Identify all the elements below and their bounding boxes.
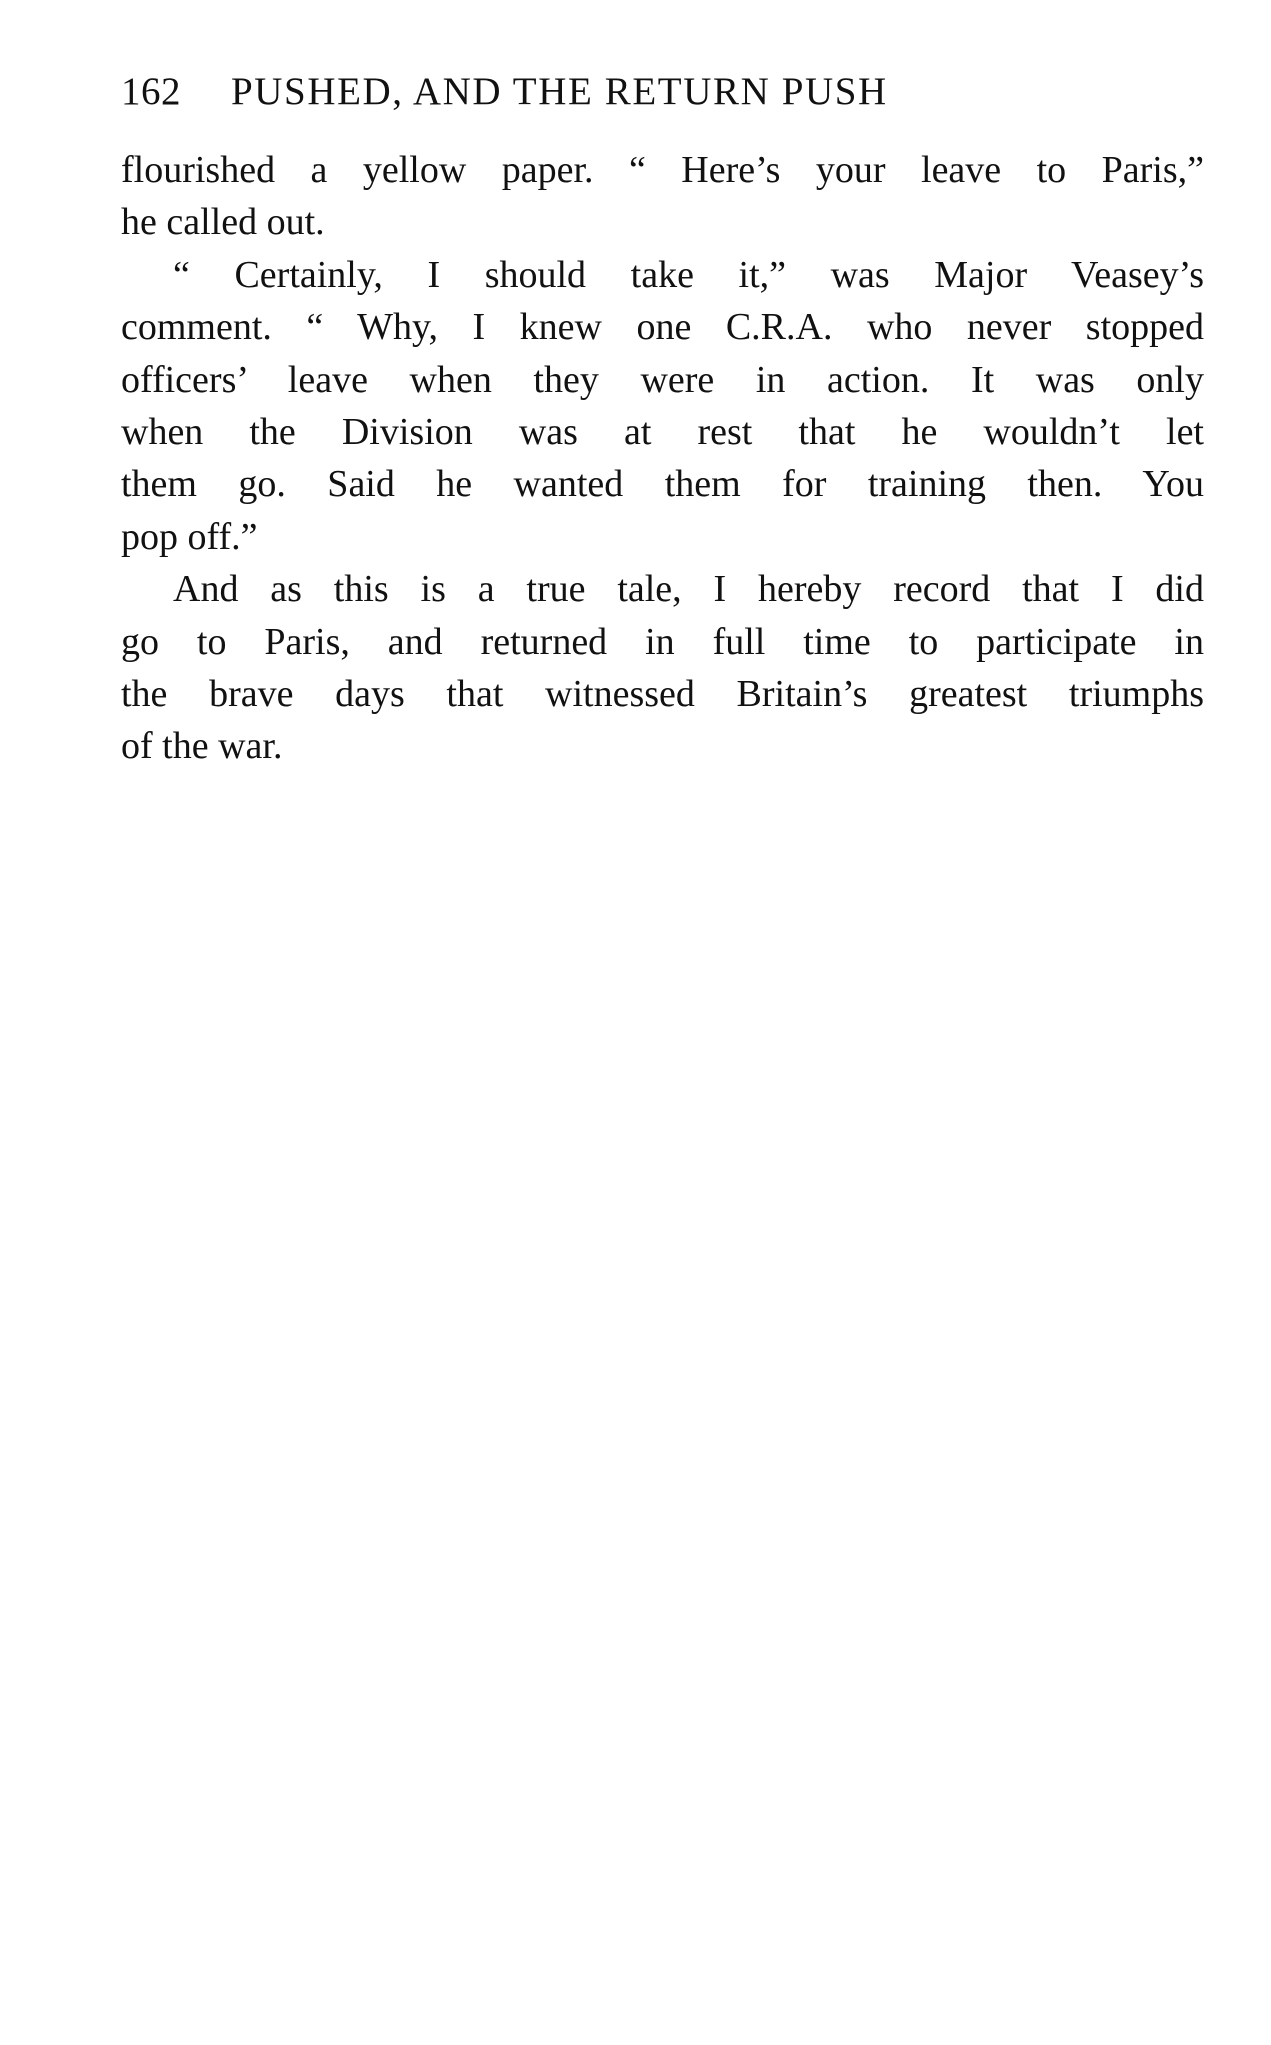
text-line: And as this is a true tale, I hereby record that I did bbox=[173, 568, 1204, 611]
running-title: PUSHED, AND THE RETURN PUSH bbox=[231, 70, 888, 113]
text-line: them go. Said he wanted them for training then. You bbox=[121, 463, 1204, 506]
text-line: flourished a yellow paper. “ Here’s your leave to Paris,” bbox=[121, 149, 1204, 191]
text-line: the brave days that witnessed Britain’s greatest triumphs bbox=[121, 672, 1204, 715]
text-line: go to Paris, and returned in full time to participate in bbox=[121, 620, 1204, 663]
text-line: officers’ leave when they were in action. It was only bbox=[121, 358, 1204, 401]
body-text bbox=[121, 144, 1204, 773]
page-number: 162 bbox=[121, 70, 181, 113]
text-line: comment. “ Why, I knew one C.R.A. who never stopped bbox=[121, 306, 1204, 349]
text-line: of the war. bbox=[121, 725, 283, 768]
text-line: pop off.” bbox=[121, 515, 258, 558]
running-header bbox=[121, 68, 1204, 116]
text-line: he called out. bbox=[121, 201, 325, 244]
text-line: when the Division was at rest that he wouldn’t let bbox=[121, 410, 1204, 453]
book-page bbox=[121, 68, 1204, 773]
text-line: “ Certainly, I should take it,” was Major Veasey’s bbox=[173, 253, 1204, 296]
